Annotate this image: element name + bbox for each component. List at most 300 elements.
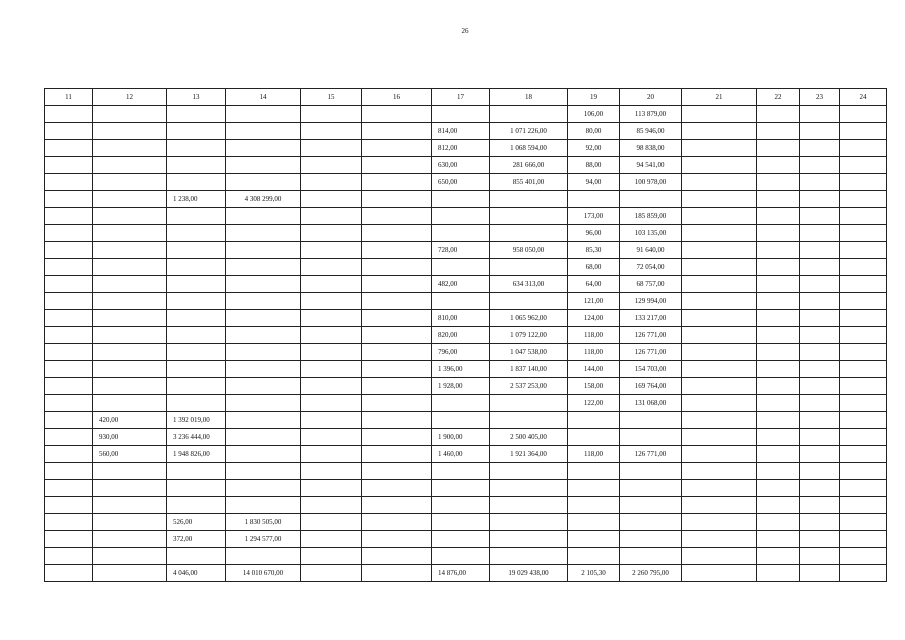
table-cell <box>93 531 167 548</box>
table-cell <box>45 429 93 446</box>
table-cell <box>490 106 568 123</box>
table-cell <box>167 174 226 191</box>
table-cell: 121,00 <box>568 293 620 310</box>
table-cell <box>800 310 840 327</box>
table-cell: 2 500 405,00 <box>490 429 568 446</box>
table-cell <box>800 446 840 463</box>
table-cell: 80,00 <box>568 123 620 140</box>
table-cell: 94 541,00 <box>620 157 682 174</box>
table-cell: 106,00 <box>568 106 620 123</box>
table-cell <box>682 429 757 446</box>
table-cell: 185 859,00 <box>620 208 682 225</box>
table-row <box>45 412 887 429</box>
table-cell <box>167 123 226 140</box>
table-row <box>45 208 887 225</box>
table-cell <box>800 293 840 310</box>
table-cell <box>840 361 887 378</box>
table-row <box>45 327 887 344</box>
table-cell: 64,00 <box>568 276 620 293</box>
table-cell <box>301 293 362 310</box>
table-cell <box>620 548 682 565</box>
table-cell <box>93 242 167 259</box>
table-cell: 482,00 <box>432 276 490 293</box>
table-cell <box>362 361 432 378</box>
table-cell <box>840 140 887 157</box>
table-cell <box>226 310 301 327</box>
table-cell <box>93 106 167 123</box>
table-cell <box>432 225 490 242</box>
table-cell <box>840 548 887 565</box>
table-cell <box>167 310 226 327</box>
table-cell <box>226 293 301 310</box>
table-cell <box>490 259 568 276</box>
table-cell <box>800 412 840 429</box>
table-cell <box>757 395 800 412</box>
table-cell <box>620 412 682 429</box>
table-row <box>45 395 887 412</box>
column-header-15: 15 <box>301 89 362 106</box>
table-cell <box>568 514 620 531</box>
table-cell: 650,00 <box>432 174 490 191</box>
table-row <box>45 259 887 276</box>
table-cell <box>840 446 887 463</box>
table-cell <box>682 106 757 123</box>
table-cell <box>432 395 490 412</box>
table-cell <box>93 174 167 191</box>
table-cell <box>301 157 362 174</box>
table-row <box>45 565 887 582</box>
table-cell <box>840 191 887 208</box>
table-cell: 103 135,00 <box>620 225 682 242</box>
table-cell: 122,00 <box>568 395 620 412</box>
table-cell <box>568 497 620 514</box>
table-cell <box>757 208 800 225</box>
table-cell <box>167 157 226 174</box>
table-cell <box>93 191 167 208</box>
table-cell <box>757 429 800 446</box>
table-cell <box>93 395 167 412</box>
table-row <box>45 463 887 480</box>
table-cell: 930,00 <box>93 429 167 446</box>
table-cell <box>362 463 432 480</box>
table-cell: 634 313,00 <box>490 276 568 293</box>
table-cell <box>682 242 757 259</box>
table-cell <box>757 378 800 395</box>
table-row <box>45 378 887 395</box>
table-cell <box>490 480 568 497</box>
table-cell <box>45 378 93 395</box>
table-cell <box>490 497 568 514</box>
table-cell <box>620 480 682 497</box>
table-cell <box>800 327 840 344</box>
table-cell <box>301 412 362 429</box>
table-cell: 98 838,00 <box>620 140 682 157</box>
table-cell <box>362 191 432 208</box>
table-cell <box>93 293 167 310</box>
table-cell <box>301 497 362 514</box>
table-cell: 560,00 <box>93 446 167 463</box>
table-cell <box>682 191 757 208</box>
table-cell <box>682 446 757 463</box>
table-cell <box>800 140 840 157</box>
table-cell: 126 771,00 <box>620 327 682 344</box>
table-cell <box>800 344 840 361</box>
table-row <box>45 344 887 361</box>
table-cell <box>682 157 757 174</box>
column-header-20: 20 <box>620 89 682 106</box>
table-cell <box>800 361 840 378</box>
table-row <box>45 446 887 463</box>
table-cell <box>362 344 432 361</box>
table-cell <box>167 497 226 514</box>
table-cell <box>800 225 840 242</box>
table-cell: 958 050,00 <box>490 242 568 259</box>
table-cell <box>167 208 226 225</box>
table-cell <box>757 157 800 174</box>
table-cell: 19 029 438,00 <box>490 565 568 582</box>
table-cell <box>757 225 800 242</box>
table-cell <box>301 259 362 276</box>
table-cell <box>432 259 490 276</box>
table-cell <box>800 531 840 548</box>
table-cell <box>757 174 800 191</box>
table-cell <box>490 412 568 429</box>
table-cell <box>167 225 226 242</box>
table-cell <box>682 310 757 327</box>
table-cell: 1 900,00 <box>432 429 490 446</box>
table-cell <box>226 225 301 242</box>
table-row <box>45 106 887 123</box>
table-cell <box>432 208 490 225</box>
table-cell <box>840 378 887 395</box>
table-cell <box>800 497 840 514</box>
table-cell <box>840 242 887 259</box>
table-row <box>45 310 887 327</box>
table-cell <box>432 463 490 480</box>
table-cell <box>840 531 887 548</box>
table-cell <box>226 327 301 344</box>
table-cell <box>362 140 432 157</box>
table-cell: 1 830 505,00 <box>226 514 301 531</box>
table-cell <box>362 446 432 463</box>
table-row <box>45 157 887 174</box>
table-cell <box>568 548 620 565</box>
table-row <box>45 276 887 293</box>
table-cell <box>362 497 432 514</box>
table-cell <box>757 191 800 208</box>
table-cell <box>45 208 93 225</box>
column-header-12: 12 <box>93 89 167 106</box>
table-cell <box>432 514 490 531</box>
table-cell <box>226 174 301 191</box>
table-cell <box>226 242 301 259</box>
table-cell <box>362 429 432 446</box>
table-cell <box>568 191 620 208</box>
table-cell <box>226 548 301 565</box>
table-cell <box>682 548 757 565</box>
table-cell <box>840 225 887 242</box>
table-cell <box>682 140 757 157</box>
table-cell <box>45 463 93 480</box>
table-cell <box>840 327 887 344</box>
table-cell <box>800 208 840 225</box>
table-cell <box>301 480 362 497</box>
table-cell: 1 071 226,00 <box>490 123 568 140</box>
table-cell <box>682 480 757 497</box>
table-cell <box>167 242 226 259</box>
table-cell <box>301 242 362 259</box>
table-cell <box>568 531 620 548</box>
table-cell <box>757 446 800 463</box>
table-cell <box>757 531 800 548</box>
table-cell <box>167 361 226 378</box>
table-cell <box>682 208 757 225</box>
table-cell: 14 010 670,00 <box>226 565 301 582</box>
table-cell <box>226 361 301 378</box>
table-cell: 1 948 826,00 <box>167 446 226 463</box>
table-cell: 118,00 <box>568 344 620 361</box>
table-cell <box>490 208 568 225</box>
table-cell <box>840 123 887 140</box>
table-cell <box>800 514 840 531</box>
table-cell <box>93 480 167 497</box>
table-cell: 118,00 <box>568 327 620 344</box>
table-cell <box>800 174 840 191</box>
table-cell <box>362 378 432 395</box>
table-cell: 68 757,00 <box>620 276 682 293</box>
table-cell <box>301 429 362 446</box>
table-cell: 113 879,00 <box>620 106 682 123</box>
table-cell <box>93 276 167 293</box>
table-cell: 94,00 <box>568 174 620 191</box>
table-cell <box>682 463 757 480</box>
table-cell <box>840 412 887 429</box>
table-cell <box>93 344 167 361</box>
table-row <box>45 361 887 378</box>
column-header-24: 24 <box>840 89 887 106</box>
table-cell <box>226 140 301 157</box>
table-cell <box>620 429 682 446</box>
table-cell <box>301 565 362 582</box>
table-cell <box>45 361 93 378</box>
table-cell <box>620 463 682 480</box>
column-header-11: 11 <box>45 89 93 106</box>
table-row <box>45 548 887 565</box>
table-cell <box>432 548 490 565</box>
table-cell: 96,00 <box>568 225 620 242</box>
table-cell <box>362 412 432 429</box>
table-cell <box>362 123 432 140</box>
table-cell <box>757 412 800 429</box>
table-cell <box>226 412 301 429</box>
table-cell <box>840 310 887 327</box>
table-row <box>45 531 887 548</box>
table-cell <box>167 344 226 361</box>
header-row <box>45 89 887 106</box>
table-cell <box>757 361 800 378</box>
table-cell <box>45 191 93 208</box>
table-cell <box>490 531 568 548</box>
table-cell: 4 308 299,00 <box>226 191 301 208</box>
table-cell: 68,00 <box>568 259 620 276</box>
table-cell <box>682 344 757 361</box>
table-cell <box>301 140 362 157</box>
table-cell <box>432 497 490 514</box>
table-cell <box>432 191 490 208</box>
table-cell <box>45 310 93 327</box>
table-cell <box>800 548 840 565</box>
table-cell <box>45 242 93 259</box>
table-cell: 420,00 <box>93 412 167 429</box>
table-cell <box>800 565 840 582</box>
table-cell <box>226 463 301 480</box>
table-cell <box>226 446 301 463</box>
table-cell <box>757 327 800 344</box>
table-cell <box>362 548 432 565</box>
table-cell: 158,00 <box>568 378 620 395</box>
table-cell <box>93 327 167 344</box>
table-cell <box>682 225 757 242</box>
table-cell: 118,00 <box>568 446 620 463</box>
table-cell <box>93 123 167 140</box>
column-header-18: 18 <box>490 89 568 106</box>
table-cell <box>301 191 362 208</box>
table-row <box>45 140 887 157</box>
table-cell <box>93 157 167 174</box>
table-cell <box>93 225 167 242</box>
column-header-22: 22 <box>757 89 800 106</box>
table-cell <box>362 157 432 174</box>
table-cell <box>301 548 362 565</box>
table-cell <box>226 106 301 123</box>
table-cell <box>840 480 887 497</box>
table-row <box>45 242 887 259</box>
column-header-23: 23 <box>800 89 840 106</box>
table-cell <box>45 344 93 361</box>
table-cell: 133 217,00 <box>620 310 682 327</box>
table-row <box>45 429 887 446</box>
table-cell: 526,00 <box>167 514 226 531</box>
table-cell <box>45 480 93 497</box>
table-cell <box>167 548 226 565</box>
table-cell <box>45 293 93 310</box>
table-cell <box>682 565 757 582</box>
table-cell <box>757 242 800 259</box>
table-cell: 173,00 <box>568 208 620 225</box>
table-cell <box>757 548 800 565</box>
table-cell <box>301 361 362 378</box>
table-cell <box>757 497 800 514</box>
table-cell <box>800 123 840 140</box>
table-cell <box>840 174 887 191</box>
table-cell <box>45 565 93 582</box>
page-number: 26 <box>461 27 469 35</box>
table-cell: 1 068 594,00 <box>490 140 568 157</box>
table-cell: 124,00 <box>568 310 620 327</box>
table-cell <box>301 208 362 225</box>
table-cell <box>362 327 432 344</box>
table-cell <box>167 395 226 412</box>
table-cell <box>226 259 301 276</box>
table-cell: 820,00 <box>432 327 490 344</box>
table-cell <box>362 293 432 310</box>
table-cell <box>362 480 432 497</box>
table-cell: 3 236 444,00 <box>167 429 226 446</box>
table-cell <box>45 123 93 140</box>
table-cell <box>45 174 93 191</box>
table-cell <box>167 259 226 276</box>
table-cell: 1 837 140,00 <box>490 361 568 378</box>
table-cell <box>757 259 800 276</box>
table-cell: 126 771,00 <box>620 344 682 361</box>
table-cell <box>167 480 226 497</box>
table-cell: 1 396,00 <box>432 361 490 378</box>
table-cell <box>800 480 840 497</box>
table-cell <box>45 106 93 123</box>
table-cell <box>167 378 226 395</box>
table-cell <box>620 497 682 514</box>
table-cell <box>568 429 620 446</box>
table-cell <box>362 514 432 531</box>
table-cell <box>93 208 167 225</box>
table-cell <box>682 327 757 344</box>
table-cell <box>800 395 840 412</box>
table-cell <box>620 514 682 531</box>
table-cell <box>840 395 887 412</box>
table-cell <box>45 327 93 344</box>
table-cell: 1 047 538,00 <box>490 344 568 361</box>
table-cell <box>568 463 620 480</box>
table-cell: 100 978,00 <box>620 174 682 191</box>
table-cell <box>490 293 568 310</box>
table-cell <box>757 140 800 157</box>
table-cell <box>682 497 757 514</box>
table-cell <box>167 327 226 344</box>
table-cell <box>45 497 93 514</box>
table-cell: 810,00 <box>432 310 490 327</box>
table-cell <box>301 463 362 480</box>
table-cell <box>301 310 362 327</box>
table-cell <box>682 412 757 429</box>
table-cell <box>93 140 167 157</box>
table-cell <box>800 157 840 174</box>
table-cell: 372,00 <box>167 531 226 548</box>
table-cell <box>568 480 620 497</box>
table-cell <box>840 497 887 514</box>
table-cell <box>568 412 620 429</box>
table-cell: 1 392 019,00 <box>167 412 226 429</box>
table-cell <box>167 276 226 293</box>
table-cell: 2 537 253,00 <box>490 378 568 395</box>
table-cell: 91 640,00 <box>620 242 682 259</box>
table-cell <box>757 463 800 480</box>
table-cell: 1 921 364,00 <box>490 446 568 463</box>
column-header-13: 13 <box>167 89 226 106</box>
data-table <box>44 88 887 582</box>
table-cell <box>301 106 362 123</box>
table-cell <box>362 208 432 225</box>
column-header-16: 16 <box>362 89 432 106</box>
table-cell <box>490 191 568 208</box>
table-cell: 1 238,00 <box>167 191 226 208</box>
table-cell <box>226 395 301 412</box>
table-cell <box>45 225 93 242</box>
table-cell <box>840 463 887 480</box>
table-cell <box>167 463 226 480</box>
table-cell <box>301 174 362 191</box>
column-header-17: 17 <box>432 89 490 106</box>
table-cell <box>301 344 362 361</box>
